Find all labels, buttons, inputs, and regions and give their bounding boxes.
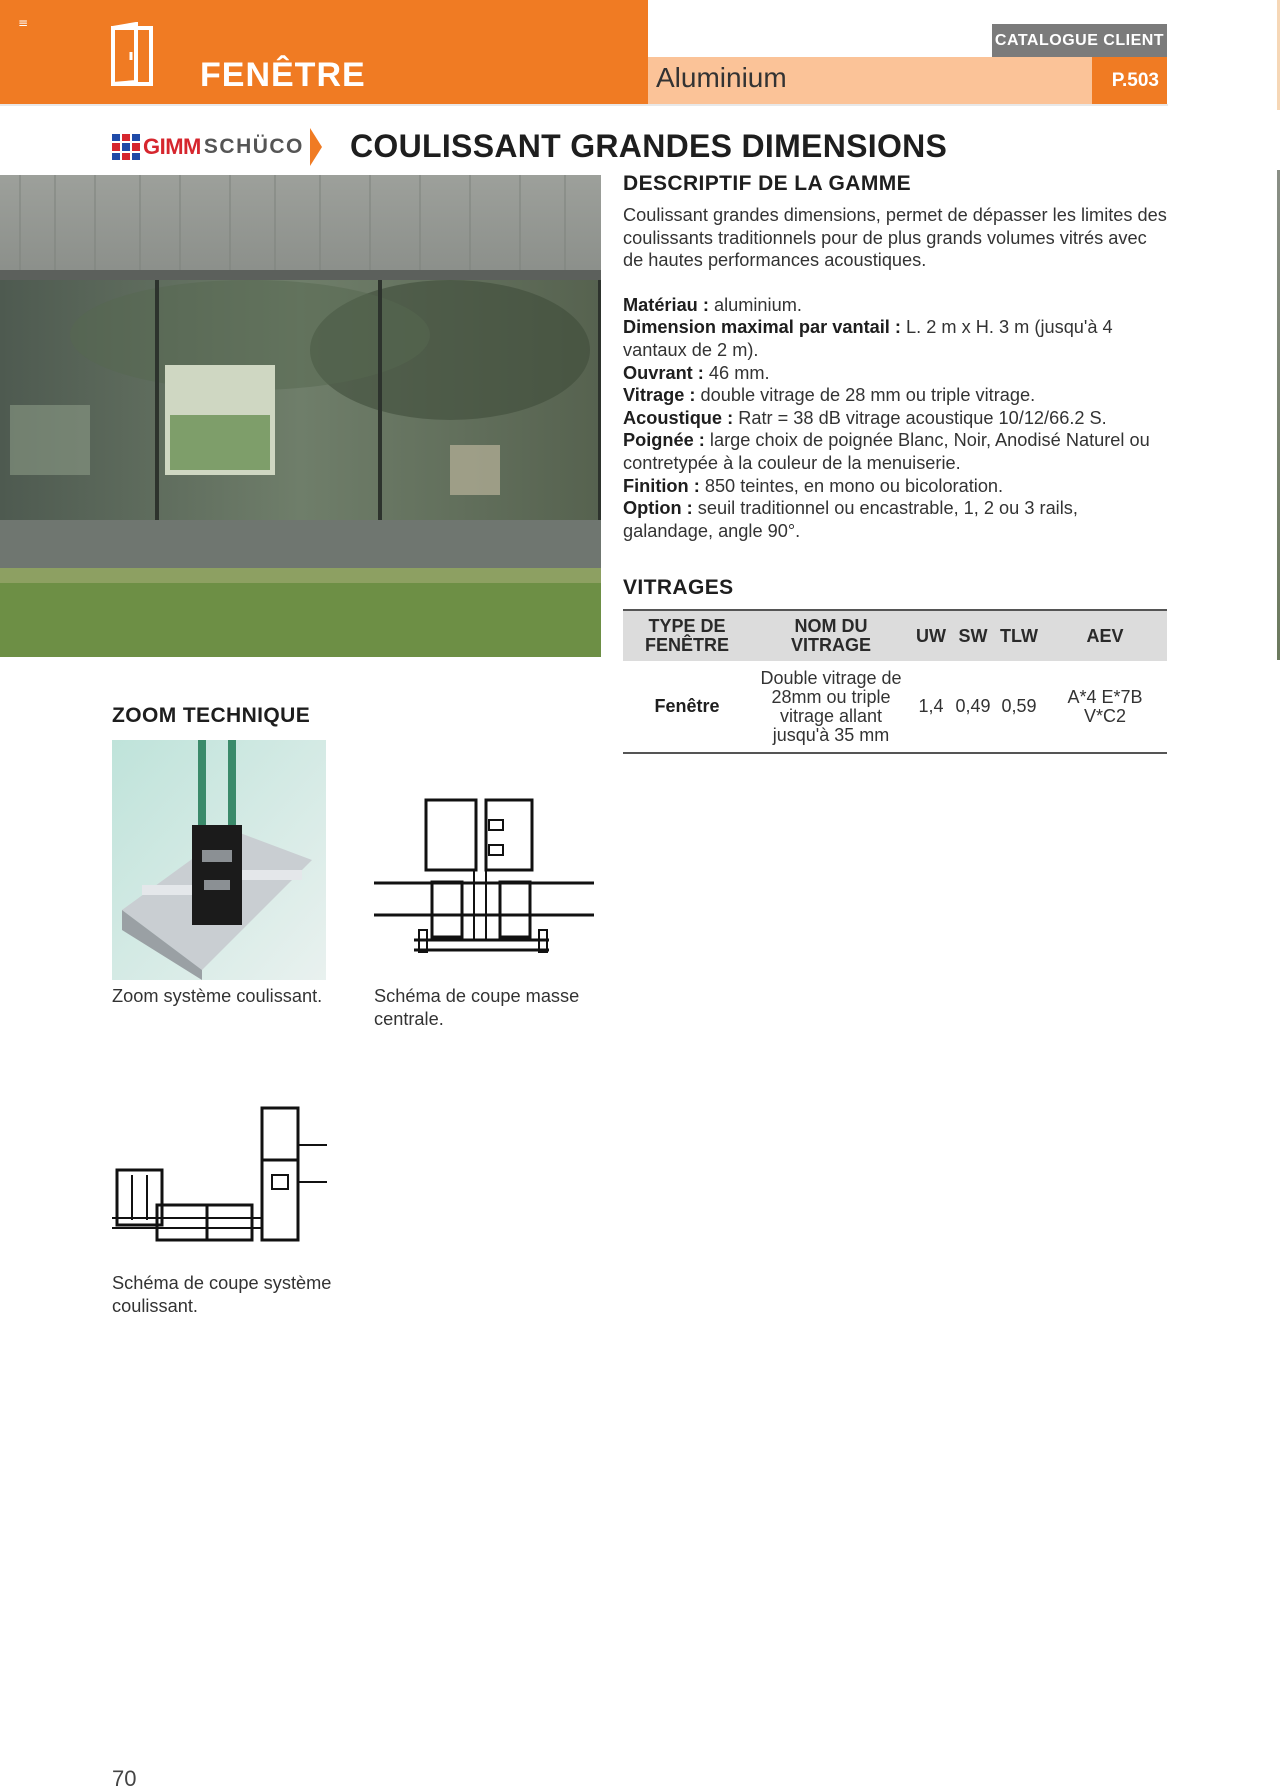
cell-uw: 1,4 bbox=[918, 696, 944, 716]
table-header-row bbox=[623, 610, 1167, 661]
material-label: Aluminium bbox=[656, 62, 787, 93]
column-header: NOM DU VITRAGE bbox=[790, 616, 871, 655]
vitrages-table bbox=[623, 609, 1167, 754]
brand-logo bbox=[112, 128, 322, 166]
cell-type: Fenêtre bbox=[654, 696, 720, 716]
spec-value: L. 2 m x H. 3 m (jusqu'à 4 vantaux de 2 m). bbox=[623, 317, 1113, 360]
spec-value: large choix de poignée Blanc, Noir, Anodisé Naturel ou contretypée à la couleur de la menuiserie. bbox=[623, 430, 1150, 473]
section-sliding-diagram bbox=[112, 1100, 332, 1250]
caption-central: Schéma de coupe masse centrale. bbox=[374, 986, 580, 1029]
spec-value: 46 mm. bbox=[708, 362, 770, 383]
column-header: AEV bbox=[1086, 625, 1124, 646]
spec-label: Option : bbox=[623, 498, 693, 519]
section-central-diagram bbox=[374, 790, 594, 960]
spec-item bbox=[623, 316, 1168, 361]
spec-item bbox=[623, 475, 1168, 498]
brand-schuco: SCHÜCO bbox=[203, 135, 304, 158]
spec-label: Matériau : bbox=[623, 294, 709, 315]
zoom-heading: ZOOM TECHNIQUE bbox=[112, 704, 311, 727]
page-code: P.503 bbox=[1092, 57, 1167, 104]
spec-item bbox=[623, 407, 1168, 430]
spec-label: Finition : bbox=[623, 475, 700, 496]
gimm-flag-icon bbox=[112, 134, 140, 160]
spec-value: 850 teintes, en mono ou bicoloration. bbox=[704, 475, 1004, 496]
category-title: FENÊTRE bbox=[200, 56, 366, 94]
column-header: TLW bbox=[1000, 625, 1038, 646]
caption-zoom: Zoom système coulissant. bbox=[112, 986, 323, 1006]
cell-aev: A*4 E*7B V*C2 bbox=[1067, 686, 1143, 726]
spec-item bbox=[623, 294, 1168, 317]
spec-item bbox=[623, 384, 1168, 407]
spec-value: aluminium. bbox=[713, 294, 802, 315]
vitrages-heading: VITRAGES bbox=[623, 576, 734, 599]
spec-value: Ratr = 38 dB vitrage acoustique 10/12/66.2 S. bbox=[738, 407, 1107, 428]
cell-tlw: 0,59 bbox=[1001, 696, 1037, 716]
spec-label: Poignée : bbox=[623, 430, 705, 451]
column-header: SW bbox=[958, 625, 988, 646]
spec-label: Dimension maximal par vantail : bbox=[623, 317, 901, 338]
cell-sw: 0,49 bbox=[955, 696, 991, 716]
header-divider bbox=[0, 104, 1168, 106]
door-icon bbox=[110, 22, 154, 86]
zoom-profile-image bbox=[112, 740, 326, 980]
spec-label: Acoustique : bbox=[623, 407, 734, 428]
product-photo bbox=[0, 175, 601, 657]
brand-gimm: GIMM bbox=[143, 134, 201, 159]
spec-label: Ouvrant : bbox=[623, 362, 704, 383]
table-row bbox=[623, 661, 1167, 753]
spec-list bbox=[623, 294, 1168, 543]
column-header: UW bbox=[916, 625, 946, 646]
spec-value: double vitrage de 28 mm ou triple vitrage. bbox=[700, 385, 1036, 406]
spec-item bbox=[623, 362, 1168, 385]
catalogue-badge: CATALOGUE CLIENT bbox=[992, 24, 1167, 57]
spec-item bbox=[623, 497, 1168, 542]
description-intro: Coulissant grandes dimensions, permet de dépasser les limites des coulissants traditionnels pour de plus grands volumes vitrés avec de hautes performances acoustiques. bbox=[623, 205, 1167, 271]
caption-sliding: Schéma de coupe système coulissant. bbox=[112, 1273, 332, 1316]
description-heading: DESCRIPTIF DE LA GAMME bbox=[623, 172, 912, 195]
menu-icon[interactable]: ≡ bbox=[18, 16, 29, 30]
brand-arrow-icon bbox=[310, 128, 322, 166]
spec-label: Vitrage : bbox=[623, 385, 696, 406]
column-header: TYPE DE FENÊTRE bbox=[644, 616, 729, 655]
page-title: COULISSANT GRANDES DIMENSIONS bbox=[350, 128, 948, 164]
cell-nom: Double vitrage de 28mm ou triple vitrage allant jusqu'à 35 mm bbox=[760, 667, 902, 745]
spec-value: seuil traditionnel ou encastrable, 1, 2 ou 3 rails, galandage, angle 90°. bbox=[623, 498, 1078, 541]
spec-item bbox=[623, 429, 1168, 474]
page-number: 70 bbox=[112, 1766, 137, 1791]
description-section bbox=[623, 172, 1168, 542]
